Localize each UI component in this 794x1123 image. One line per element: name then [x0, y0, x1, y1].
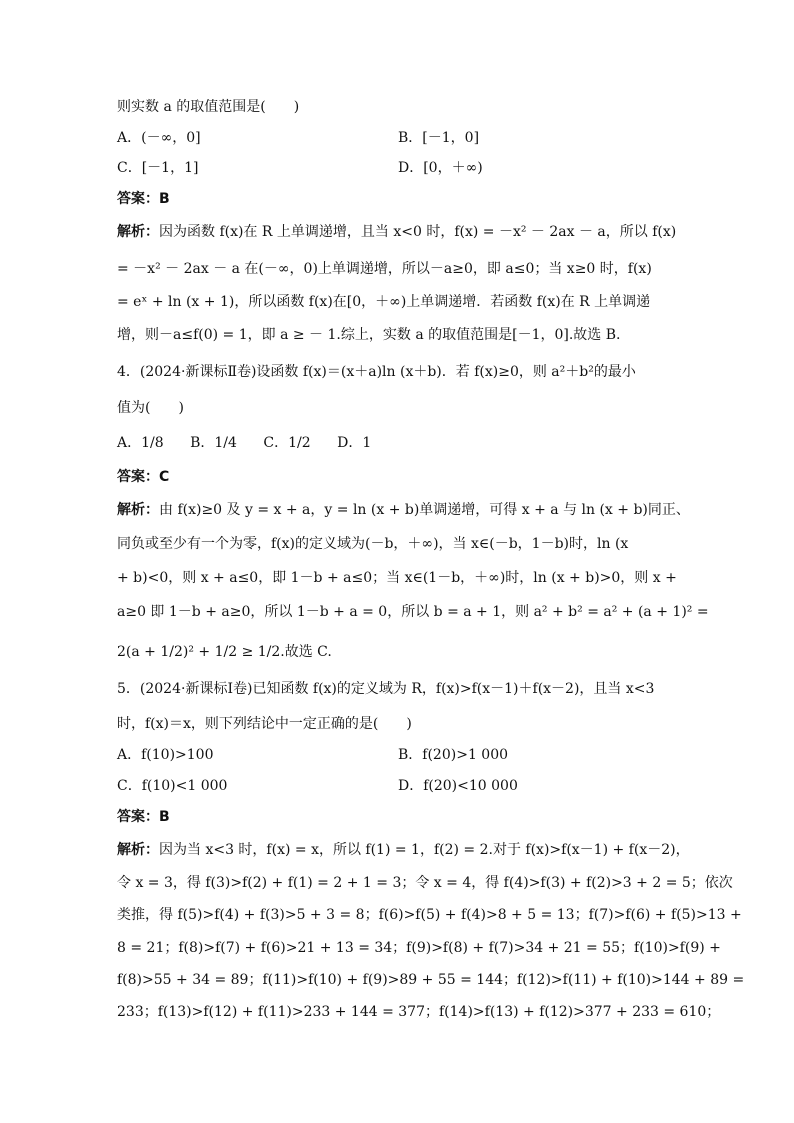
q4-answer: C [159, 469, 170, 485]
q5-answer-row [117, 807, 170, 827]
analysis-label: 解析： [117, 502, 159, 518]
q3-option-c: C．[－1，1] [117, 160, 199, 176]
q3-option-d: D．[0，＋∞) [398, 160, 483, 176]
q4-option-c: C．1/2 [263, 435, 311, 451]
q4-option-d: D．1 [337, 435, 372, 451]
q3-answer: B [159, 191, 170, 207]
q3-option-b: B．[－1，0] [398, 130, 480, 146]
q4-analysis-line-1 [117, 500, 690, 520]
q5-analysis-line-2: 令 x = 3，得 f(3)>f(2) + f(1) = 2 + 1 = 3；令 x = 4，得 f(4)>f(3) + f(2)>3 + 2 = 5；依次 [117, 875, 733, 891]
q5-option-b: B．f(20)>1 000 [398, 747, 509, 763]
q3-stem-tail: 则实数 a 的取值范围是( ) [117, 99, 300, 115]
q5-option-d: D．f(20)<10 000 [398, 778, 518, 794]
q4-stem-line-2: 值为( ) [117, 400, 184, 416]
analysis-label: 解析： [117, 224, 159, 240]
answer-label: 答案： [117, 191, 159, 207]
q5-analysis-line-5: f(8)>55 + 34 = 89；f(11)>f(10) + f(9)>89 + 55 = 144；f(12)>f(11) + f(10)>144 + 89 = [117, 972, 745, 988]
q4-option-b: B．1/4 [190, 435, 237, 451]
q4-options-row [117, 433, 371, 453]
q5-stem-line-1: 5．(2024·新课标Ⅰ卷)已知函数 f(x)的定义域为 R，f(x)>f(x－1)＋f(x－2)，且当 x<3 [117, 681, 655, 697]
analysis-label: 解析： [117, 842, 159, 858]
q3-option-a: A．(－∞，0] [117, 130, 201, 146]
answer-label: 答案： [117, 469, 159, 485]
q3-analysis-line-4: 增，则－a≤f(0) = 1，即 a ≥ － 1.综上，实数 a 的取值范围是[－1，0].故选 B. [117, 327, 621, 343]
q3-analysis-line-2: = －x² － 2ax － a 在(－∞，0)上单调递增，所以－a≥0，即 a≤0；当 x≥0 时，f(x) [117, 261, 652, 277]
q4-option-a: A．1/8 [117, 435, 164, 451]
q5-option-c: C．f(10)<1 000 [117, 778, 228, 794]
q5-option-a: A．f(10)>100 [117, 747, 214, 763]
q5-analysis-text-1: 因为当 x<3 时，f(x) = x，所以 f(1) = 1，f(2) = 2.对于 f(x)>f(x－1) + f(x－2)， [159, 842, 690, 858]
q4-analysis-text-1: 由 f(x)≥0 及 y = x + a，y = ln (x + b)单调递增，可得 x + a 与 ln (x + b)同正、 [159, 502, 690, 518]
q5-analysis-line-1 [117, 840, 690, 860]
q4-stem-line-1: 4．(2024·新课标Ⅱ卷)设函数 f(x)＝(x＋a)ln (x＋b)．若 f(x)≥0，则 a²＋b²的最小 [117, 364, 636, 380]
q4-analysis-line-2: 同负或至少有一个为零，f(x)的定义域为(－b，＋∞)，当 x∈(－b，1－b)时，ln (x [117, 536, 629, 552]
q5-stem-line-2: 时，f(x)＝x，则下列结论中一定正确的是( ) [117, 716, 412, 732]
q4-answer-row [117, 467, 169, 487]
q3-analysis-text-1: 因为函数 f(x)在 R 上单调递增，且当 x<0 时，f(x) = －x² － 2ax － a，所以 f(x) [159, 224, 677, 240]
q4-analysis-line-5: 2(a + 1/2)² + 1/2 ≥ 1/2.故选 C. [117, 644, 332, 660]
q5-answer: B [159, 809, 170, 825]
q4-analysis-line-4: a≥0 即 1－b + a≥0，所以 1－b + a = 0，所以 b = a + 1，则 a² + b² = a² + (a + 1)² = [117, 604, 709, 620]
q5-analysis-line-4: 8 = 21；f(8)>f(7) + f(6)>21 + 13 = 34；f(9)>f(8) + f(7)>34 + 21 = 55；f(10)>f(9) + [117, 940, 721, 956]
q3-analysis-line-1 [117, 222, 676, 242]
q4-analysis-line-3: + b)<0，则 x + a≤0，即 1－b + a≤0；当 x∈(1－b，＋∞)时，ln (x + b)>0，则 x + [117, 570, 677, 586]
q3-answer-row [117, 189, 170, 209]
q5-analysis-line-3: 类推，得 f(5)>f(4) + f(3)>5 + 3 = 8；f(6)>f(5) + f(4)>8 + 5 = 13；f(7)>f(6) + f(5)>13 + [117, 907, 742, 923]
answer-label: 答案： [117, 809, 159, 825]
q3-analysis-line-3: = eˣ + ln (x + 1)，所以函数 f(x)在[0，＋∞)上单调递增．若函数 f(x)在 R 上单调递 [117, 294, 651, 310]
q5-analysis-line-6: 233；f(13)>f(12) + f(11)>233 + 144 = 377；f(14)>f(13) + f(12)>377 + 233 = 610； [117, 1004, 721, 1020]
